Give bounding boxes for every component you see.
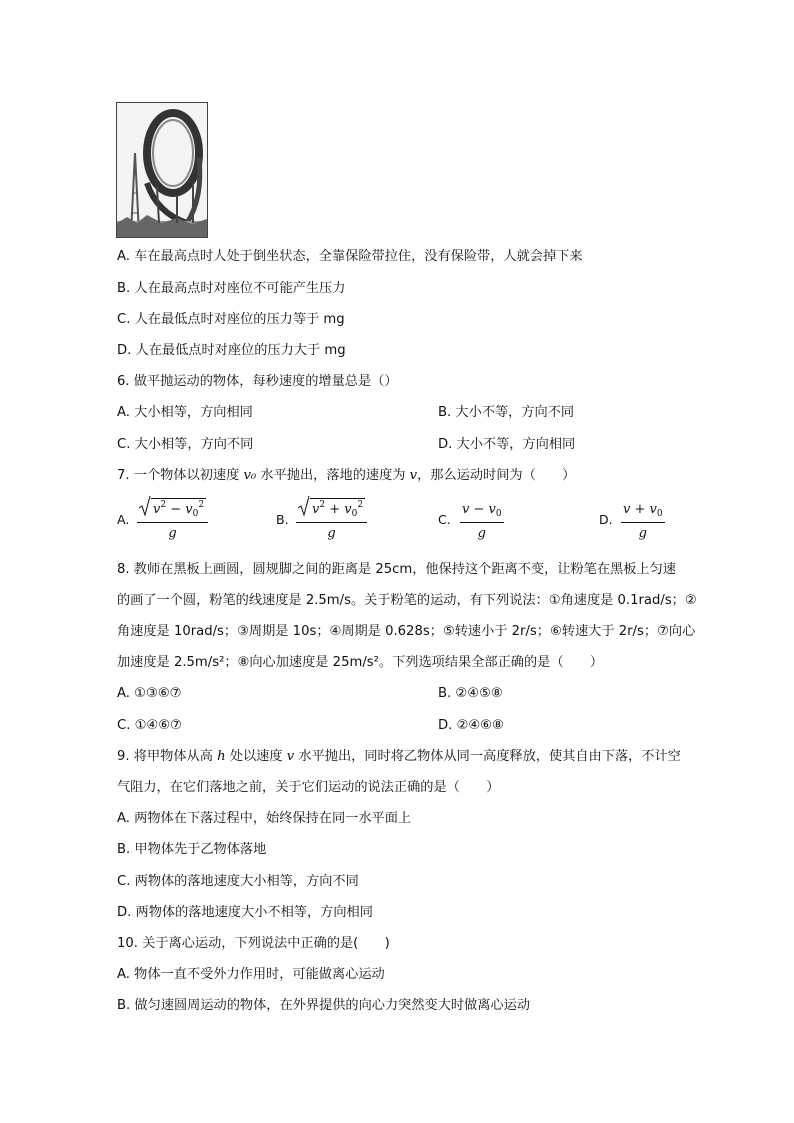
q9-option-d: D. 两物体的落地速度大小不相等，方向相同 bbox=[117, 905, 373, 920]
q8-stem-line-4: 加速度是 2.5m/s²；⑧向心加速度是 25m/s²。下列选项结果全部正确的是（ ） bbox=[117, 655, 604, 670]
q8-option-d: D. ②④⑥⑧ bbox=[438, 718, 504, 733]
q9-option-b: B. 甲物体先于乙物体落地 bbox=[117, 842, 267, 857]
q9-option-c: C. 两物体的落地速度大小相等，方向不同 bbox=[117, 874, 359, 889]
q6-option-d: D. 大小不等，方向相同 bbox=[438, 437, 576, 452]
roller-coaster-photo bbox=[116, 102, 208, 238]
q6-option-b: B. 大小不等，方向不同 bbox=[438, 405, 575, 420]
q8-stem-line-3: 角速度是 10rad/s；③周期是 10s；④周期是 0.628s；⑤转速小于 2r/s；⑥转速大于 2r/s；⑦向心 bbox=[117, 624, 696, 639]
q6-option-a: A. 大小相等，方向相同 bbox=[117, 405, 253, 420]
q9-option-a: A. 两物体在下落过程中，始终保持在同一水平面上 bbox=[117, 811, 412, 826]
q5-option-a: A. 车在最高点时人处于倒坐状态，全靠保险带拉住，没有保险带，人就会掉下来 bbox=[117, 249, 583, 264]
q8-stem-line-1: 8. 教师在黑板上画圆，圆规脚之间的距离是 25cm，他保持这个距离不变，让粉笔在黑板上匀速 bbox=[117, 562, 676, 577]
q10-option-a: A. 物体一直不受外力作用时，可能做离心运动 bbox=[117, 967, 385, 982]
q9-stem-line-2: 气阻力，在它们落地之前，关于它们运动的说法正确的是（ ） bbox=[117, 780, 500, 795]
q7-option-b: B. $v^2 + v_0^2$ g bbox=[276, 498, 396, 544]
q10-stem: 10. 关于离心运动，下列说法中正确的是( ) bbox=[117, 936, 390, 951]
q7-option-c: C. $v - v_0$ g bbox=[438, 502, 502, 541]
q5-option-d: D. 人在最低点时对座位的压力大于 mg bbox=[117, 343, 346, 358]
q7-option-a: A. $v^2 - v_0^2$ g bbox=[117, 498, 237, 544]
q7-stem: 7. 一个物体以初速度 v₀ 水平抛出，落地的速度为 v，那么运动时间为（ ） bbox=[117, 468, 576, 483]
q9-stem-line-1: 9. 将甲物体从高 h 处以速度 v 水平抛出，同时将乙物体从同一高度释放，使其自由下落，不计空 bbox=[117, 749, 681, 764]
q5-option-c: C. 人在最低点时对座位的压力等于 mg bbox=[117, 312, 345, 327]
q6-stem: 6. 做平抛运动的物体，每秒速度的增量总是（） bbox=[117, 374, 398, 389]
q10-option-b: B. 做匀速圆周运动的物体，在外界提供的向心力突然变大时做离心运动 bbox=[117, 998, 531, 1013]
q5-option-b: B. 人在最高点时对座位不可能产生压力 bbox=[117, 281, 346, 296]
q8-option-c: C. ①④⑥⑦ bbox=[117, 718, 182, 733]
q6-option-c: C. 大小相等，方向不同 bbox=[117, 437, 254, 452]
q8-option-a: A. ①③⑥⑦ bbox=[117, 686, 182, 701]
q8-option-b: B. ②④⑤⑧ bbox=[438, 686, 503, 701]
q7-option-d: D. $v + v_0$ g bbox=[599, 502, 663, 541]
q8-stem-line-2: 的画了一个圆，粉笔的线速度是 2.5m/s。关于粉笔的运动，有下列说法：①角速度是 0.1rad/s；② bbox=[117, 593, 697, 608]
